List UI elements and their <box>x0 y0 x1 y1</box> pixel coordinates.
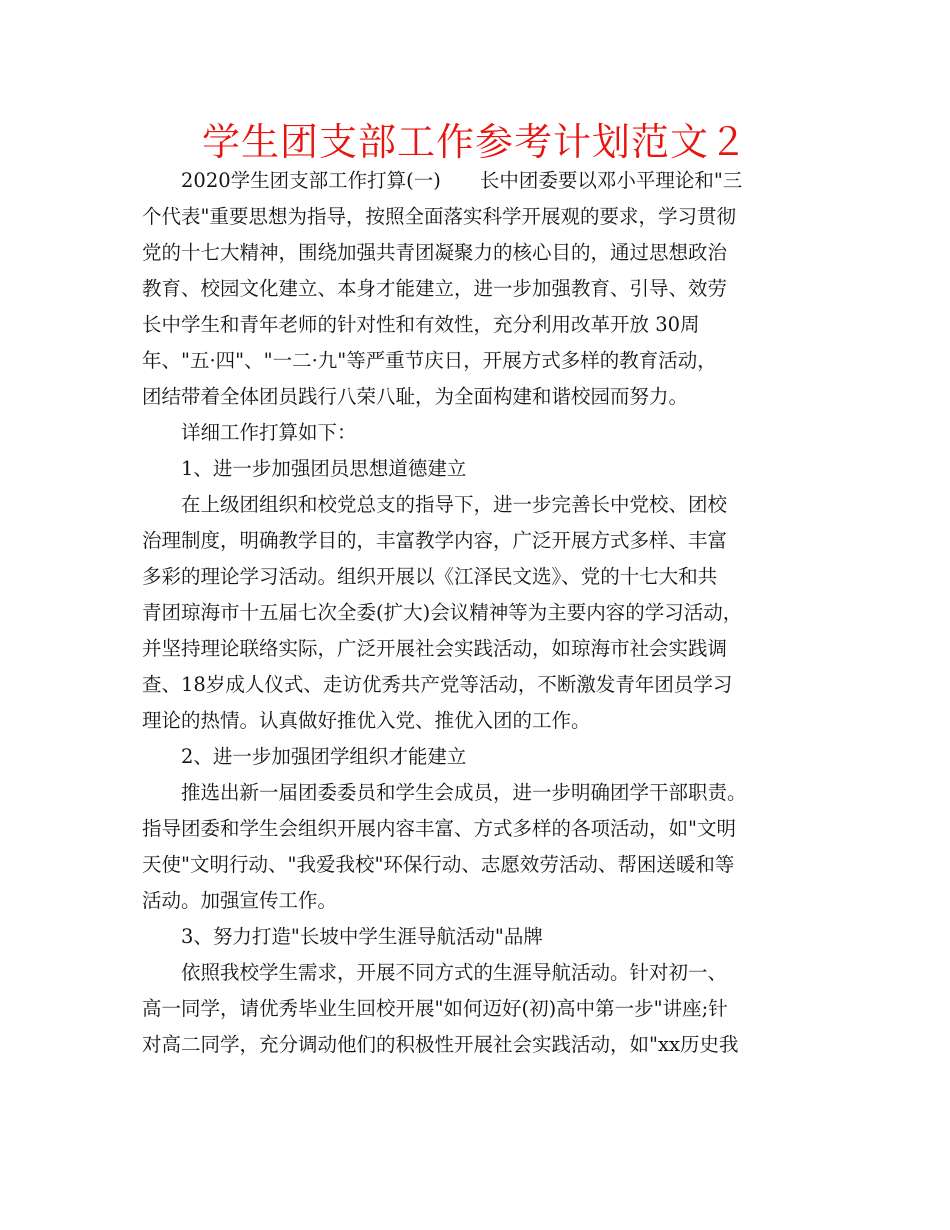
body-line: 对高二同学，充分调动他们的积极性开展社会实践活动，如"xx历史我 <box>142 1033 739 1056</box>
body-line: 详细工作打算如下： <box>142 421 357 444</box>
body-line: 教育、校园文化建立、本身才能建立，进一步加强教育、引导、效劳 <box>142 277 728 300</box>
body-line: 治理制度，明确教学目的，丰富教学内容，广泛开展方式多样、丰富 <box>142 529 728 552</box>
document-title: 学生团支部工作参考计划范文２ <box>201 120 748 164</box>
body-line: 理论的热情。认真做好推优入党、推优入团的工作。 <box>142 709 591 732</box>
body-line: 个代表"重要思想为指导，按照全面落实科学开展观的要求，学习贯彻 <box>142 205 736 228</box>
body-line: 依照我校学生需求，开展不同方式的生涯导航活动。针对初一、 <box>142 961 728 984</box>
body-line: 高一同学，请优秀毕业生回校开展"如何迈好(初)高中第一步"讲座;针 <box>142 997 728 1020</box>
body-line: 团结带着全体团员践行八荣八耻，为全面构建和谐校园而努力。 <box>142 385 689 408</box>
body-line: 青团琼海市十五届七次全委(扩大)会议精神等为主要内容的学习活动， <box>142 601 743 624</box>
body-line: 2、进一步加强团学组织才能建立 <box>142 745 467 768</box>
body-line: 1、进一步加强团员思想道德建立 <box>142 457 467 480</box>
body-line: 在上级团组织和校党总支的指导下，进一步完善长中党校、团校 <box>142 493 728 516</box>
body-line: 党的十七大精神，围绕加强共青团凝聚力的核心目的，通过思想政治 <box>142 241 728 264</box>
body-line: 查、18岁成人仪式、走访优秀共产党等活动，不断激发青年团员学习 <box>142 673 733 696</box>
body-line: 2020学生团支部工作打算(一) 长中团委要以邓小平理论和"三 <box>142 169 743 192</box>
body-line: 多彩的理论学习活动。组织开展以《江泽民文选》、党的十七大和共 <box>142 565 718 588</box>
body-line: 天使"文明行动、"我爱我校"环保行动、志愿效劳活动、帮困送暖和等 <box>142 853 735 876</box>
body-line: 指导团委和学生会组织开展内容丰富、方式多样的各项活动，如"文明 <box>142 817 736 840</box>
body-line: 推选出新一届团委委员和学生会成员，进一步明确团学干部职责。 <box>142 781 747 804</box>
body-line: 长中学生和青年老师的针对性和有效性，充分利用改革开放 30周 <box>142 313 700 336</box>
body-line: 年、"五·四"、"一二·九"等严重节庆日，开展方式多样的教育活动， <box>142 349 717 372</box>
body-line: 活动。加强宣传工作。 <box>142 889 338 912</box>
body-line: 并坚持理论联络实际，广泛开展社会实践活动，如琼海市社会实践调 <box>142 637 728 660</box>
body-line: 3、努力打造"长坡中学生涯导航活动"品牌 <box>142 925 543 948</box>
